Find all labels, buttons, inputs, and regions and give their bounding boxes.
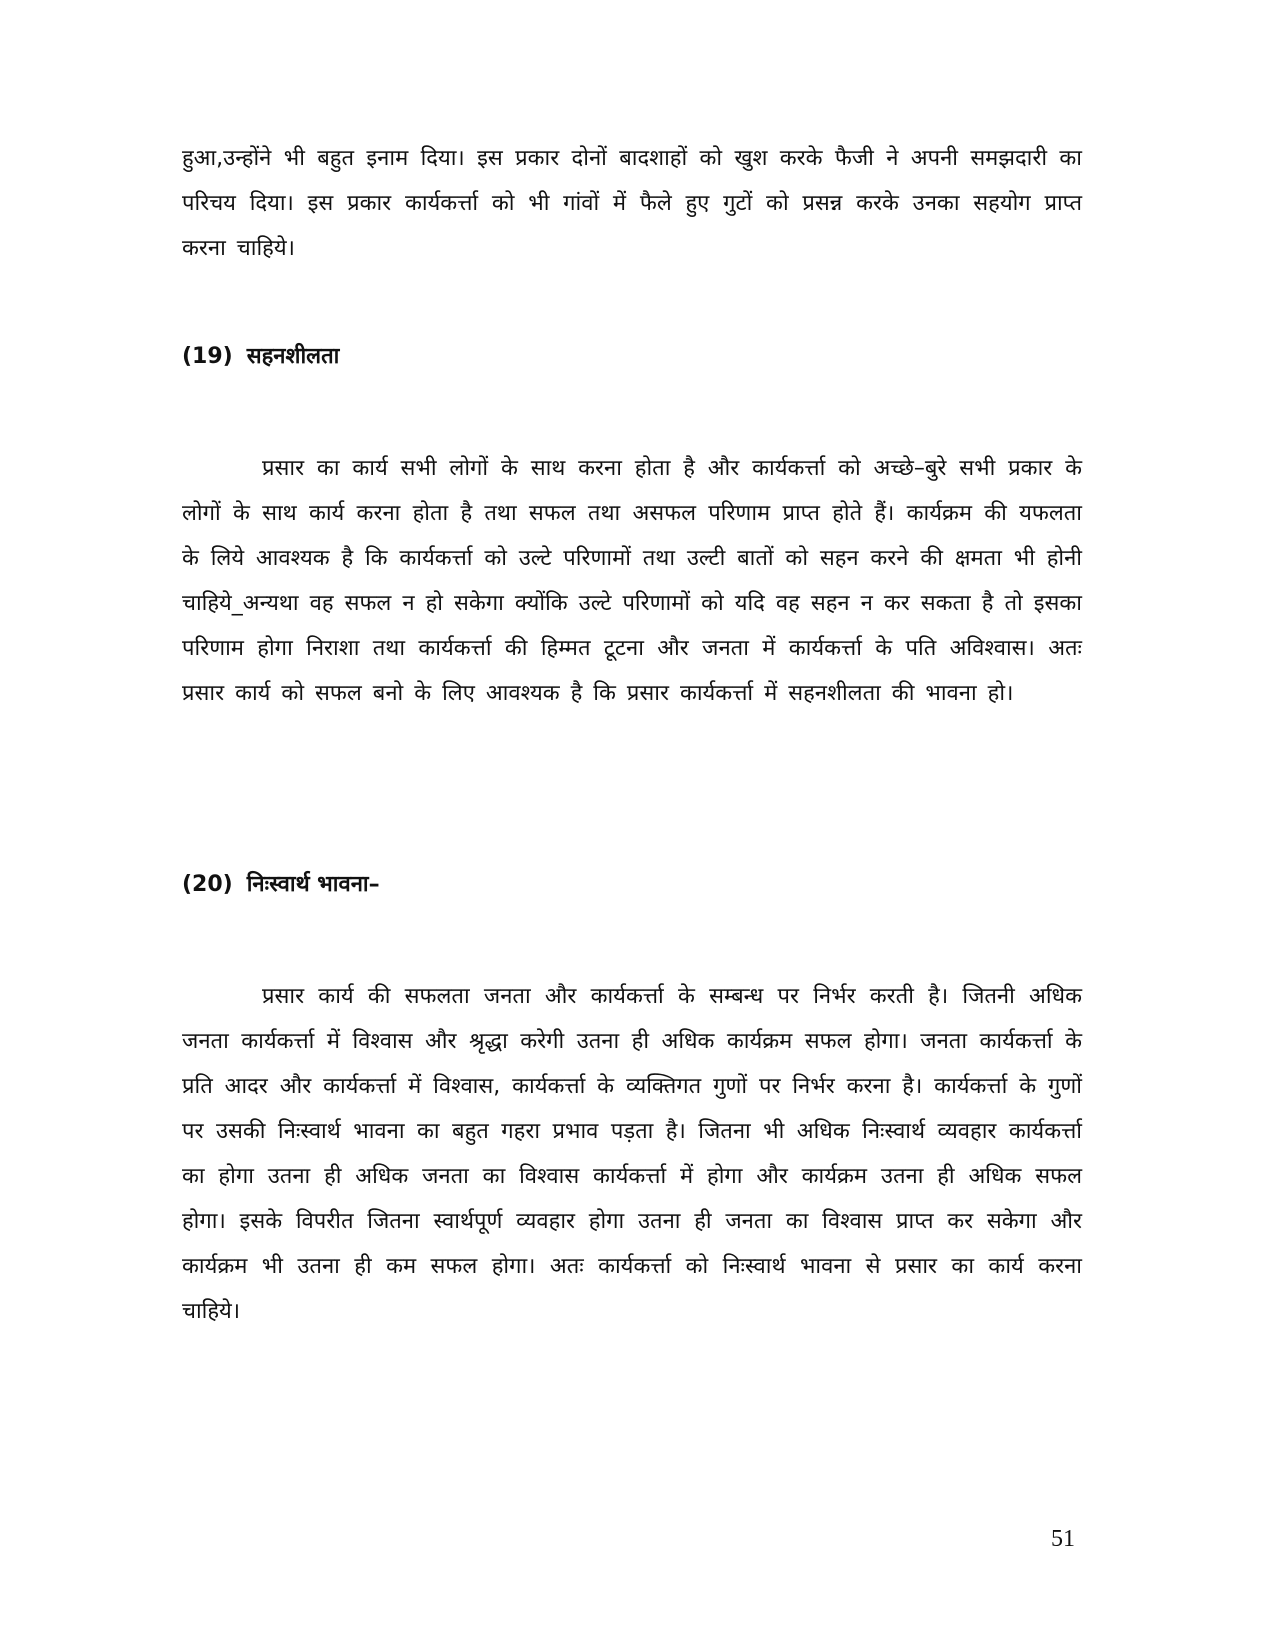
section-19-title: सहनशीलता <box>246 344 340 369</box>
page-number: 51 <box>1051 1526 1075 1552</box>
section-20-heading <box>182 870 380 900</box>
section-19-heading <box>182 342 339 372</box>
continuation-paragraph: हुआ,उन्होंने भी बहुत इनाम दिया। इस प्रकार दोनों बादशाहों को खुश करके फैजी ने अपनी समझदारी का परिचय दिया। इस प्रकार कार्यकर्त्ता को भी गांवों में फैले हुए गुटों को प्रसन्न करके उनका सहयोग प्राप्त करना चाहिये। <box>182 146 1082 261</box>
section-19-number: (19) <box>182 344 233 369</box>
section-19-body: प्रसार का कार्य सभी लोगों के साथ करना होता है और कार्यकर्त्ता को अच्छे–बुरे सभी प्रकार के लोगों के साथ कार्य करना होता है तथा सफल तथा असफल परिणाम प्राप्त होते हैं। कार्यक्रम की यफलता के लिये आवश्यक है कि कार्यकर्त्ता को उल्टे परिणामों तथा उल्टी बातों को सहन करने की क्षमता भी होनी चाहिये_अन्यथा वह सफल न हो सकेगा क्योंकि उल्टे परिणामों को यदि वह सहन न कर सकता है तो इसका परिणाम होगा निराशा तथा कार्यकर्त्ता की हिम्मत टूटना और जनता में कार्यकर्त्ता के पति अविश्वास। अतः प्रसार कार्य को सफल बनो के लिए आवश्यक है कि प्रसार कार्यकर्त्ता में सहनशीलता की भावना हो। <box>182 456 1082 706</box>
section-20-number: (20) <box>182 872 233 897</box>
section-20-body: प्रसार कार्य की सफलता जनता और कार्यकर्त्ता के सम्बन्ध पर निर्भर करती है। जितनी अधिक जनता कार्यकर्त्ता में विश्वास और श्रृद्धा करेगी उतना ही अधिक कार्यक्रम सफल होगा। जनता कार्यकर्त्ता के प्रति आदर और कार्यकर्त्ता में विश्वास, कार्यकर्त्ता के व्यक्तिगत गुणों पर निर्भर करना है। कार्यकर्त्ता के गुणों पर उसकी निःस्वार्थ भावना का बहुत गहरा प्रभाव पड़ता है। जितना भी अधिक निःस्वार्थ व्यवहार कार्यकर्त्ता का होगा उतना ही अधिक जनता का विश्वास कार्यकर्त्ता में होगा और कार्यक्रम उतना ही अधिक सफल होगा। इसके विपरीत जितना स्वार्थपूर्ण व्यवहार होगा उतना ही जनता का विश्वास प्राप्त कर सकेगा और कार्यक्रम भी उतना ही कम सफल होगा। अतः कार्यकर्त्ता को निःस्वार्थ भावना से प्रसार का कार्य करना चाहिये। <box>182 984 1082 1324</box>
section-20-title: निःस्वार्थ भावना– <box>246 872 380 897</box>
